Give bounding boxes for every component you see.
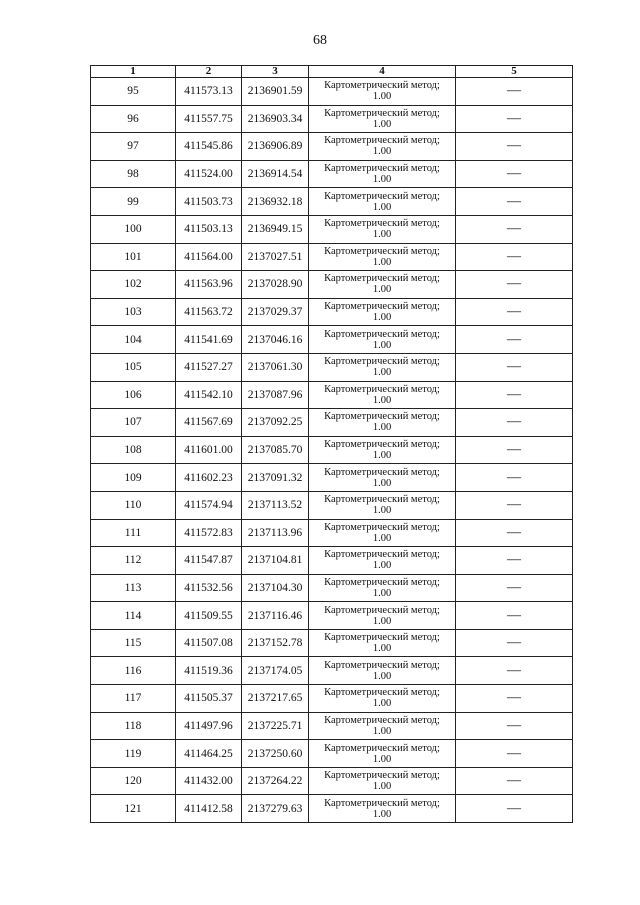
method-name: Картометрический метод;	[324, 107, 440, 119]
column-5-cell: —	[456, 326, 573, 354]
method-cell	[309, 547, 456, 575]
table-row	[91, 353, 573, 381]
table-row	[91, 271, 573, 299]
table-row	[91, 326, 573, 354]
x-coordinate-cell: 411432.00	[176, 767, 242, 795]
method-cell	[309, 326, 456, 354]
method-cell	[309, 188, 456, 216]
method-name: Картометрический метод;	[324, 301, 440, 313]
y-coordinate-cell: 2137104.30	[242, 574, 309, 602]
method-cell	[309, 629, 456, 657]
y-coordinate-cell: 2137113.52	[242, 491, 309, 519]
method-cell	[309, 767, 456, 795]
x-coordinate-cell: 411545.86	[176, 133, 242, 161]
x-coordinate-cell: 411507.08	[176, 629, 242, 657]
column-5-cell: —	[456, 464, 573, 492]
method-name: Картометрический метод;	[324, 742, 440, 754]
table-row	[91, 409, 573, 437]
table-row	[91, 795, 573, 823]
method-name: Картометрический метод;	[324, 273, 440, 285]
y-coordinate-cell: 2137085.70	[242, 436, 309, 464]
method-accuracy: 1.00	[372, 781, 392, 793]
x-coordinate-cell: 411573.13	[176, 78, 242, 106]
column-5-cell: —	[456, 547, 573, 575]
method-cell	[309, 105, 456, 133]
column-5-cell: —	[456, 740, 573, 768]
point-number-cell: 97	[91, 133, 176, 161]
x-coordinate-cell: 411532.56	[176, 574, 242, 602]
table-row	[91, 215, 573, 243]
column-header: 1	[91, 66, 176, 78]
method-name: Картометрический метод;	[324, 163, 440, 175]
y-coordinate-cell: 2137087.96	[242, 381, 309, 409]
column-5-cell: —	[456, 629, 573, 657]
column-5-cell: —	[456, 243, 573, 271]
table-row	[91, 78, 573, 106]
coordinates-table	[90, 65, 573, 823]
y-coordinate-cell: 2136906.89	[242, 133, 309, 161]
x-coordinate-cell: 411602.23	[176, 464, 242, 492]
y-coordinate-cell: 2137027.51	[242, 243, 309, 271]
column-5-cell: —	[456, 298, 573, 326]
point-number-cell: 116	[91, 657, 176, 685]
method-name: Картометрический метод;	[324, 659, 440, 671]
column-5-cell: —	[456, 215, 573, 243]
y-coordinate-cell: 2137174.05	[242, 657, 309, 685]
method-accuracy: 1.00	[372, 367, 392, 379]
y-coordinate-cell: 2136914.54	[242, 160, 309, 188]
point-number-cell: 104	[91, 326, 176, 354]
method-name: Картометрический метод;	[324, 549, 440, 561]
method-accuracy: 1.00	[372, 808, 392, 820]
method-cell	[309, 795, 456, 823]
x-coordinate-cell: 411601.00	[176, 436, 242, 464]
point-number-cell: 98	[91, 160, 176, 188]
method-cell	[309, 436, 456, 464]
column-5-cell: —	[456, 160, 573, 188]
column-header: 2	[176, 66, 242, 78]
point-number-cell: 110	[91, 491, 176, 519]
method-name: Картометрический метод;	[324, 632, 440, 644]
point-number-cell: 111	[91, 519, 176, 547]
x-coordinate-cell: 411412.58	[176, 795, 242, 823]
y-coordinate-cell: 2137046.16	[242, 326, 309, 354]
point-number-cell: 112	[91, 547, 176, 575]
y-coordinate-cell: 2137116.46	[242, 602, 309, 630]
x-coordinate-cell: 411541.69	[176, 326, 242, 354]
y-coordinate-cell: 2137225.71	[242, 712, 309, 740]
column-5-cell: —	[456, 353, 573, 381]
method-cell	[309, 353, 456, 381]
table-row	[91, 133, 573, 161]
method-name: Картометрический метод;	[324, 190, 440, 202]
method-accuracy: 1.00	[372, 698, 392, 710]
x-coordinate-cell: 411572.83	[176, 519, 242, 547]
x-coordinate-cell: 411497.96	[176, 712, 242, 740]
method-name: Картометрический метод;	[324, 466, 440, 478]
point-number-cell: 114	[91, 602, 176, 630]
y-coordinate-cell: 2137061.30	[242, 353, 309, 381]
table-row	[91, 740, 573, 768]
point-number-cell: 107	[91, 409, 176, 437]
point-number-cell: 96	[91, 105, 176, 133]
method-accuracy: 1.00	[372, 477, 392, 489]
table-row	[91, 657, 573, 685]
point-number-cell: 115	[91, 629, 176, 657]
method-cell	[309, 78, 456, 106]
method-accuracy: 1.00	[372, 146, 392, 158]
point-number-cell: 106	[91, 381, 176, 409]
point-number-cell: 120	[91, 767, 176, 795]
method-cell	[309, 491, 456, 519]
method-cell	[309, 685, 456, 713]
point-number-cell: 105	[91, 353, 176, 381]
method-cell	[309, 519, 456, 547]
method-name: Картометрический метод;	[324, 356, 440, 368]
method-cell	[309, 160, 456, 188]
table-row	[91, 491, 573, 519]
method-cell	[309, 215, 456, 243]
method-cell	[309, 243, 456, 271]
x-coordinate-cell: 411464.25	[176, 740, 242, 768]
method-accuracy: 1.00	[372, 532, 392, 544]
method-name: Картометрический метод;	[324, 714, 440, 726]
table-row	[91, 464, 573, 492]
x-coordinate-cell: 411563.72	[176, 298, 242, 326]
y-coordinate-cell: 2137264.22	[242, 767, 309, 795]
x-coordinate-cell: 411503.13	[176, 215, 242, 243]
table-row	[91, 188, 573, 216]
method-name: Картометрический метод;	[324, 218, 440, 230]
column-5-cell: —	[456, 712, 573, 740]
method-cell	[309, 712, 456, 740]
method-name: Картометрический метод;	[324, 604, 440, 616]
point-number-cell: 121	[91, 795, 176, 823]
x-coordinate-cell: 411519.36	[176, 657, 242, 685]
table-row	[91, 243, 573, 271]
method-name: Картометрический метод;	[324, 687, 440, 699]
method-accuracy: 1.00	[372, 339, 392, 351]
method-accuracy: 1.00	[372, 229, 392, 241]
method-accuracy: 1.00	[372, 394, 392, 406]
point-number-cell: 101	[91, 243, 176, 271]
table-row	[91, 381, 573, 409]
method-accuracy: 1.00	[372, 201, 392, 213]
method-name: Картометрический метод;	[324, 494, 440, 506]
x-coordinate-cell: 411527.27	[176, 353, 242, 381]
column-5-cell: —	[456, 491, 573, 519]
column-5-cell: —	[456, 657, 573, 685]
x-coordinate-cell: 411503.73	[176, 188, 242, 216]
table-row	[91, 436, 573, 464]
point-number-cell: 117	[91, 685, 176, 713]
method-cell	[309, 298, 456, 326]
table-row	[91, 547, 573, 575]
point-number-cell: 108	[91, 436, 176, 464]
method-accuracy: 1.00	[372, 615, 392, 627]
method-cell	[309, 657, 456, 685]
method-name: Картометрический метод;	[324, 797, 440, 809]
method-cell	[309, 271, 456, 299]
method-name: Картометрический метод;	[324, 576, 440, 588]
y-coordinate-cell: 2136932.18	[242, 188, 309, 216]
method-name: Картометрический метод;	[324, 521, 440, 533]
x-coordinate-cell: 411557.75	[176, 105, 242, 133]
x-coordinate-cell: 411567.69	[176, 409, 242, 437]
table-row	[91, 574, 573, 602]
x-coordinate-cell: 411574.94	[176, 491, 242, 519]
point-number-cell: 100	[91, 215, 176, 243]
table-body	[91, 78, 573, 823]
column-5-cell: —	[456, 271, 573, 299]
x-coordinate-cell: 411542.10	[176, 381, 242, 409]
point-number-cell: 99	[91, 188, 176, 216]
method-accuracy: 1.00	[372, 505, 392, 517]
page-number: 68	[313, 33, 327, 48]
y-coordinate-cell: 2137092.25	[242, 409, 309, 437]
column-5-cell: —	[456, 436, 573, 464]
method-cell	[309, 574, 456, 602]
column-5-cell: —	[456, 78, 573, 106]
method-accuracy: 1.00	[372, 91, 392, 103]
method-name: Картометрический метод;	[324, 328, 440, 340]
table-row	[91, 160, 573, 188]
point-number-cell: 109	[91, 464, 176, 492]
table-row	[91, 298, 573, 326]
column-5-cell: —	[456, 795, 573, 823]
method-cell	[309, 740, 456, 768]
column-5-cell: —	[456, 685, 573, 713]
point-number-cell: 119	[91, 740, 176, 768]
y-coordinate-cell: 2137250.60	[242, 740, 309, 768]
column-5-cell: —	[456, 602, 573, 630]
method-cell	[309, 133, 456, 161]
y-coordinate-cell: 2136901.59	[242, 78, 309, 106]
method-accuracy: 1.00	[372, 174, 392, 186]
method-name: Картометрический метод;	[324, 411, 440, 423]
method-accuracy: 1.00	[372, 422, 392, 434]
column-5-cell: —	[456, 188, 573, 216]
x-coordinate-cell: 411563.96	[176, 271, 242, 299]
table-row	[91, 712, 573, 740]
method-name: Картометрический метод;	[324, 135, 440, 147]
column-header: 4	[309, 66, 456, 78]
method-accuracy: 1.00	[372, 284, 392, 296]
method-accuracy: 1.00	[372, 560, 392, 572]
method-accuracy: 1.00	[372, 670, 392, 682]
y-coordinate-cell: 2136903.34	[242, 105, 309, 133]
method-accuracy: 1.00	[372, 587, 392, 599]
column-5-cell: —	[456, 133, 573, 161]
table-header-row	[91, 66, 573, 78]
method-accuracy: 1.00	[372, 643, 392, 655]
x-coordinate-cell: 411505.37	[176, 685, 242, 713]
x-coordinate-cell: 411509.55	[176, 602, 242, 630]
y-coordinate-cell: 2136949.15	[242, 215, 309, 243]
method-accuracy: 1.00	[372, 753, 392, 765]
method-cell	[309, 602, 456, 630]
table-row	[91, 105, 573, 133]
method-accuracy: 1.00	[372, 312, 392, 324]
y-coordinate-cell: 2137217.65	[242, 685, 309, 713]
column-5-cell: —	[456, 767, 573, 795]
x-coordinate-cell: 411524.00	[176, 160, 242, 188]
table-row	[91, 685, 573, 713]
column-5-cell: —	[456, 105, 573, 133]
method-accuracy: 1.00	[372, 725, 392, 737]
column-5-cell: —	[456, 574, 573, 602]
column-5-cell: —	[456, 381, 573, 409]
x-coordinate-cell: 411564.00	[176, 243, 242, 271]
point-number-cell: 103	[91, 298, 176, 326]
method-cell	[309, 381, 456, 409]
y-coordinate-cell: 2137091.32	[242, 464, 309, 492]
y-coordinate-cell: 2137104.81	[242, 547, 309, 575]
y-coordinate-cell: 2137029.37	[242, 298, 309, 326]
method-name: Картометрический метод;	[324, 439, 440, 451]
method-accuracy: 1.00	[372, 118, 392, 130]
method-accuracy: 1.00	[372, 450, 392, 462]
column-5-cell: —	[456, 409, 573, 437]
y-coordinate-cell: 2137279.63	[242, 795, 309, 823]
method-name: Картометрический метод;	[324, 770, 440, 782]
table-row	[91, 519, 573, 547]
point-number-cell: 118	[91, 712, 176, 740]
x-coordinate-cell: 411547.87	[176, 547, 242, 575]
y-coordinate-cell: 2137113.96	[242, 519, 309, 547]
table-row	[91, 767, 573, 795]
method-accuracy: 1.00	[372, 256, 392, 268]
method-name: Картометрический метод;	[324, 80, 440, 92]
point-number-cell: 95	[91, 78, 176, 106]
method-name: Картометрический метод;	[324, 383, 440, 395]
table-row	[91, 629, 573, 657]
y-coordinate-cell: 2137152.78	[242, 629, 309, 657]
point-number-cell: 113	[91, 574, 176, 602]
column-5-cell: —	[456, 519, 573, 547]
point-number-cell: 102	[91, 271, 176, 299]
y-coordinate-cell: 2137028.90	[242, 271, 309, 299]
column-header: 5	[456, 66, 573, 78]
method-cell	[309, 464, 456, 492]
method-name: Картометрический метод;	[324, 245, 440, 257]
column-header: 3	[242, 66, 309, 78]
method-cell	[309, 409, 456, 437]
table-row	[91, 602, 573, 630]
